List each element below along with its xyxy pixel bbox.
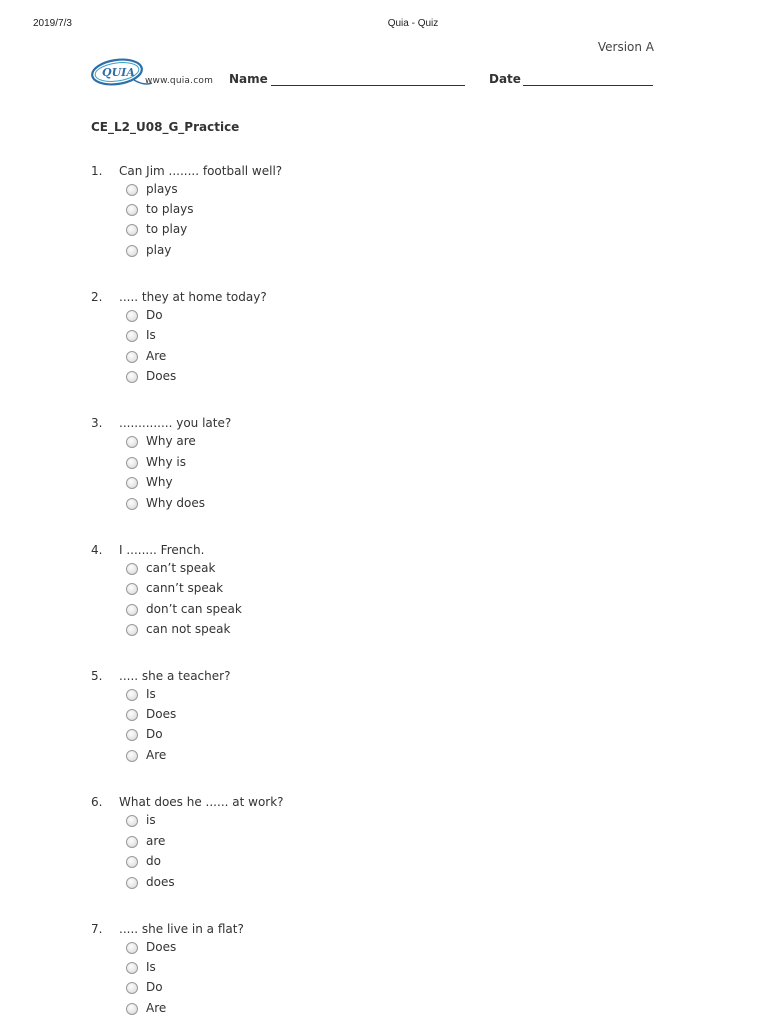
option-label: to plays [146,202,194,216]
version-label: Version A [597,40,654,54]
answer-option[interactable] [126,727,426,743]
answer-option[interactable] [126,602,426,618]
question-text: ..... they at home today? [119,290,267,304]
option-label: to play [146,222,188,236]
option-label: Why is [146,455,186,469]
date-label: Date [489,72,521,86]
option-label: Why [146,475,173,489]
option-label: Are [146,1001,167,1015]
option-label: is [146,813,156,827]
answer-option[interactable] [126,182,426,198]
date-field-line[interactable] [523,85,653,86]
option-label: don’t can speak [146,602,242,616]
radio-button[interactable] [126,310,138,322]
site-url: www.quia.com [145,76,214,86]
answer-option[interactable] [126,455,426,471]
option-label: does [146,875,175,889]
answer-option[interactable] [126,434,426,450]
answer-option[interactable] [126,875,426,891]
name-label: Name [229,72,268,86]
radio-button[interactable] [126,245,138,257]
answer-option[interactable] [126,960,426,976]
option-label: plays [146,182,178,196]
question-text: What does he ...... at work? [119,795,284,809]
answer-option[interactable] [126,243,426,259]
option-label: can not speak [146,622,231,636]
question-number: 4. [91,543,103,557]
answer-option[interactable] [126,369,426,385]
radio-button[interactable] [126,877,138,889]
radio-button[interactable] [126,962,138,974]
answer-option[interactable] [126,561,426,577]
radio-button[interactable] [126,457,138,469]
option-label: Are [146,349,167,363]
option-label: Do [146,308,163,322]
radio-button[interactable] [126,371,138,383]
radio-button[interactable] [126,624,138,636]
answer-option[interactable] [126,349,426,365]
answer-option[interactable] [126,622,426,638]
question-number: 3. [91,416,103,430]
radio-button[interactable] [126,184,138,196]
radio-button[interactable] [126,1003,138,1015]
radio-button[interactable] [126,750,138,762]
radio-button[interactable] [126,583,138,595]
brand-row [90,56,660,92]
answer-option[interactable] [126,813,426,829]
radio-button[interactable] [126,477,138,489]
option-label: do [146,854,161,868]
radio-button[interactable] [126,856,138,868]
radio-button[interactable] [126,982,138,994]
radio-button[interactable] [126,604,138,616]
option-label: Does [146,940,177,954]
print-title: Quia - Quiz [387,18,439,29]
radio-button[interactable] [126,942,138,954]
quiz-title: CE_L2_U08_G_Practice [91,120,240,134]
option-label: Why are [146,434,196,448]
answer-option[interactable] [126,581,426,597]
answer-option[interactable] [126,854,426,870]
question-number: 2. [91,290,103,304]
option-label: cann’t speak [146,581,224,595]
answer-option[interactable] [126,308,426,324]
radio-button[interactable] [126,330,138,342]
quia-logo-text: QUIA [102,66,135,79]
answer-option[interactable] [126,222,426,238]
answer-option[interactable] [126,980,426,996]
option-label: Do [146,727,163,741]
question-text: ..... she a teacher? [119,669,231,683]
answer-option[interactable] [126,687,426,703]
radio-button[interactable] [126,204,138,216]
radio-button[interactable] [126,836,138,848]
radio-button[interactable] [126,709,138,721]
question-text: Can Jim ........ football well? [119,164,283,178]
answer-option[interactable] [126,475,426,491]
answer-option[interactable] [126,940,426,956]
radio-button[interactable] [126,436,138,448]
radio-button[interactable] [126,729,138,741]
option-label: play [146,243,172,257]
option-label: can’t speak [146,561,216,575]
question-number: 1. [91,164,103,178]
option-label: Do [146,980,163,994]
option-label: Is [146,687,156,701]
option-label: Are [146,748,167,762]
question-text: .............. you late? [119,416,232,430]
option-label: Does [146,369,177,383]
radio-button[interactable] [126,563,138,575]
name-field-line[interactable] [271,85,465,86]
question-number: 6. [91,795,103,809]
option-label: Does [146,707,177,721]
question-text: I ........ French. [119,543,205,557]
print-date: 2019/7/3 [33,18,72,29]
radio-button[interactable] [126,224,138,236]
answer-option[interactable] [126,707,426,723]
question-number: 7. [91,922,103,936]
answer-option[interactable] [126,834,426,850]
radio-button[interactable] [126,689,138,701]
radio-button[interactable] [126,815,138,827]
option-label: Why does [146,496,205,510]
radio-button[interactable] [126,498,138,510]
print-header [0,18,768,32]
answer-option[interactable] [126,748,426,764]
question-text: ..... she live in a flat? [119,922,244,936]
answer-option[interactable] [126,328,426,344]
question-number: 5. [91,669,103,683]
answer-option[interactable] [126,202,426,218]
option-label: Is [146,960,156,974]
answer-option[interactable] [126,1001,426,1017]
radio-button[interactable] [126,351,138,363]
option-label: Is [146,328,156,342]
answer-option[interactable] [126,496,426,512]
option-label: are [146,834,166,848]
